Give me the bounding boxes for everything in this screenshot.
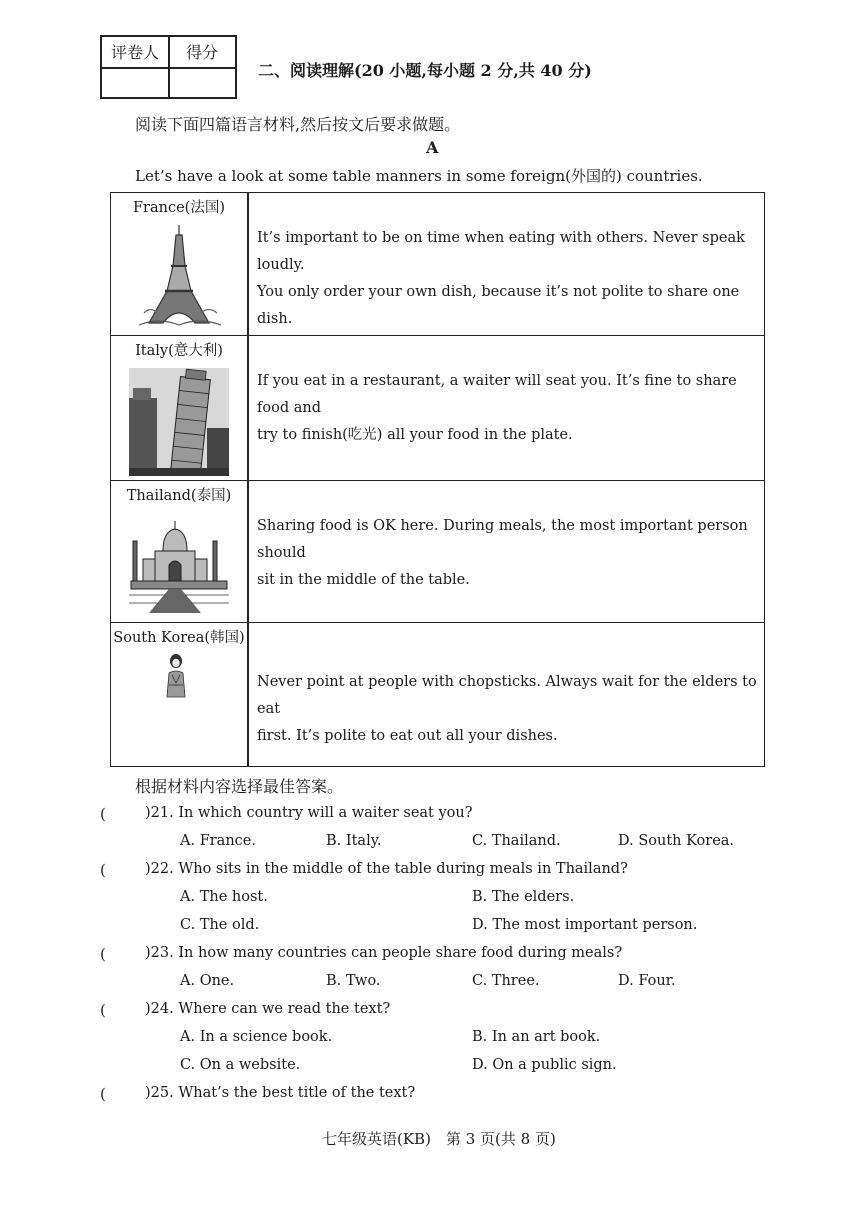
section-instruction: 阅读下面四篇语言材料,然后按文后要求做题。 [135, 115, 461, 134]
answer-option[interactable]: B. The elders. [472, 889, 575, 905]
table-row [111, 336, 764, 481]
korean-person-icon [163, 653, 189, 699]
description-line: Never point at people with chopsticks. Always wait for the elders to eat [257, 674, 757, 717]
answer-option[interactable]: C. Thailand. [472, 833, 561, 849]
answer-option[interactable]: A. In a science book. [180, 1029, 333, 1045]
answer-option[interactable]: C. The old. [180, 917, 260, 933]
answer-option[interactable]: D. South Korea. [618, 833, 735, 849]
manner-description [257, 669, 757, 750]
table-row [111, 193, 764, 336]
score-box [100, 35, 237, 99]
question-stem: )22. Who sits in the middle of the table during meals in Thailand? [145, 861, 628, 877]
section-title: 二、阅读理解(20 小题,每小题 2 分,共 40 分) [258, 61, 592, 80]
question-stem: )23. In how many countries can people share food during meals? [145, 945, 623, 961]
answer-paren: ( [100, 945, 106, 963]
answer-option[interactable]: B. Two. [326, 973, 381, 989]
country-name: Thailand(泰国) [126, 488, 232, 504]
question-stem: )25. What’s the best title of the text? [145, 1085, 416, 1101]
leaning-tower-icon [129, 368, 229, 476]
description-line: sit in the middle of the table. [257, 572, 470, 588]
answer-paren: ( [100, 805, 106, 823]
manner-description [257, 513, 757, 594]
table-row [111, 481, 764, 623]
answer-paren: ( [100, 861, 106, 879]
manner-description [257, 368, 757, 449]
answer-option[interactable]: C. Three. [472, 973, 540, 989]
question-stem: )24. Where can we read the text? [145, 1001, 391, 1017]
answer-option[interactable]: D. On a public sign. [472, 1057, 617, 1073]
answer-option[interactable]: B. Italy. [326, 833, 382, 849]
country-name: Italy(意大利) [135, 343, 223, 359]
description-line: If you eat in a restaurant, a waiter will seat you. It’s fine to share food and [257, 373, 737, 416]
eiffel-tower-icon [129, 221, 229, 331]
description-line: It’s important to be on time when eating with others. Never speak loudly. [257, 230, 745, 273]
answer-paren: ( [100, 1085, 106, 1103]
answer-option[interactable]: A. One. [180, 973, 235, 989]
passage-intro: Let’s have a look at some table manners in some foreign(外国的) countries. [135, 167, 703, 185]
manner-description [257, 225, 757, 333]
answer-paren: ( [100, 1001, 106, 1019]
description-line: first. It’s polite to eat out all your dishes. [257, 728, 558, 744]
score-box-divider [102, 67, 235, 69]
country-name: France(法国) [133, 200, 225, 216]
reviewer-label: 评卷人 [110, 43, 159, 62]
table-manners-table [110, 192, 765, 767]
country-name: South Korea(韩国) [113, 630, 245, 646]
description-line: You only order your own dish, because it’s not polite to share one dish. [257, 284, 740, 327]
score-label: 得分 [185, 43, 218, 62]
description-line: Sharing food is OK here. During meals, the most important person should [257, 518, 748, 561]
description-line: try to finish(吃光) all your food in the plate. [257, 427, 573, 443]
answer-option[interactable]: D. The most important person. [472, 917, 698, 933]
answer-option[interactable]: C. On a website. [180, 1057, 301, 1073]
palace-icon [129, 521, 229, 613]
answer-option[interactable]: A. France. [180, 833, 256, 849]
table-row [111, 623, 764, 766]
passage-label: A [426, 138, 439, 157]
question-stem: )21. In which country will a waiter seat you? [145, 805, 473, 821]
answer-option[interactable]: A. The host. [180, 889, 268, 905]
page-footer: 七年级英语(KB) 第 3 页(共 8 页) [322, 1130, 556, 1148]
answer-option[interactable]: B. In an art book. [472, 1029, 601, 1045]
questions-intro: 根据材料内容选择最佳答案。 [135, 777, 344, 796]
answer-option[interactable]: D. Four. [618, 973, 676, 989]
